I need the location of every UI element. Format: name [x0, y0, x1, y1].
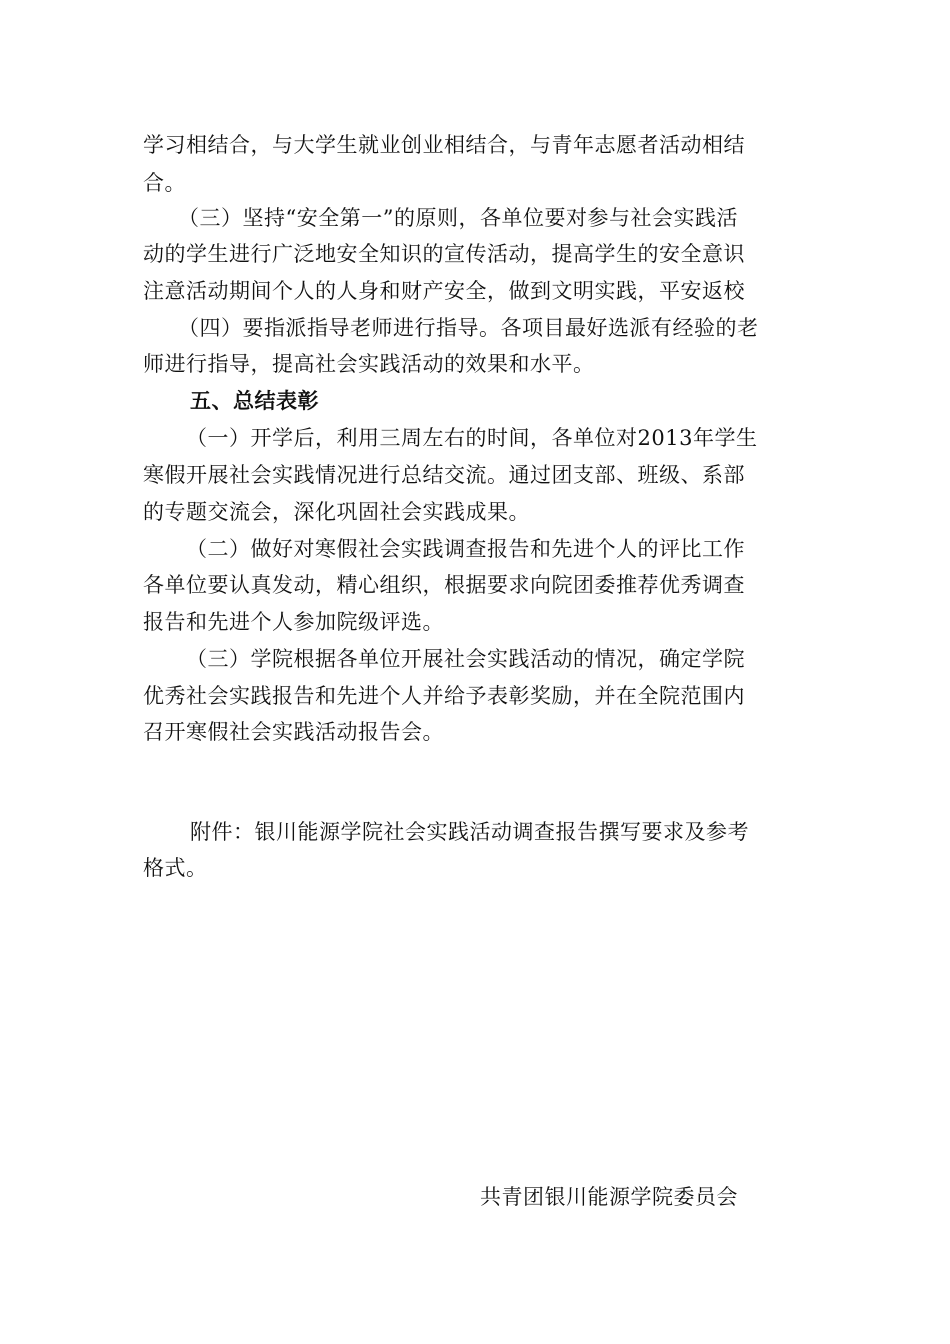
attachment-line: 附件：银川能源学院社会实践活动调查报告撰写要求及参考: [190, 820, 749, 844]
signature: 共青团银川能源学院委员会: [480, 1185, 738, 1209]
paragraph-line: （三）坚持“安全第一”的原则，各单位要对参与社会实践活: [178, 206, 738, 230]
paragraph-line: （一）开学后，利用三周左右的时间，各单位对2013年学生: [186, 426, 758, 450]
paragraph-line: 动的学生进行广泛地安全知识的宣传活动，提高学生的安全意识: [143, 242, 745, 266]
paragraph-line: 师进行指导，提高社会实践活动的效果和水平。: [143, 352, 595, 376]
paragraph-line: 注意活动期间个人的人身和财产安全，做到文明实践，平安返校: [143, 279, 745, 303]
paragraph-line: （四）要指派指导老师进行指导。各项目最好选派有经验的老: [178, 316, 759, 340]
paragraph-line: 优秀社会实践报告和先进个人并给予表彰奖励，并在全院范围内: [143, 684, 745, 708]
paragraph-line: 报告和先进个人参加院级评选。: [143, 610, 444, 634]
paragraph-line: 寒假开展社会实践情况进行总结交流。通过团支部、班级、系部: [143, 463, 745, 487]
paragraph-line: （三）学院根据各单位开展社会实践活动的情况，确定学院: [186, 647, 745, 671]
paragraph-line: 的专题交流会，深化巩固社会实践成果。: [143, 500, 530, 524]
paragraph-line: （二）做好对寒假社会实践调查报告和先进个人的评比工作: [186, 537, 745, 561]
paragraph-line: 学习相结合，与大学生就业创业相结合，与青年志愿者活动相结: [143, 133, 745, 157]
section-heading: 五、总结表彰: [190, 388, 319, 413]
paragraph-line: 合。: [143, 171, 186, 195]
paragraph-line: 召开寒假社会实践活动报告会。: [143, 720, 444, 744]
attachment-line: 格式。: [143, 856, 208, 880]
paragraph-line: 各单位要认真发动，精心组织，根据要求向院团委推荐优秀调查: [143, 573, 745, 597]
